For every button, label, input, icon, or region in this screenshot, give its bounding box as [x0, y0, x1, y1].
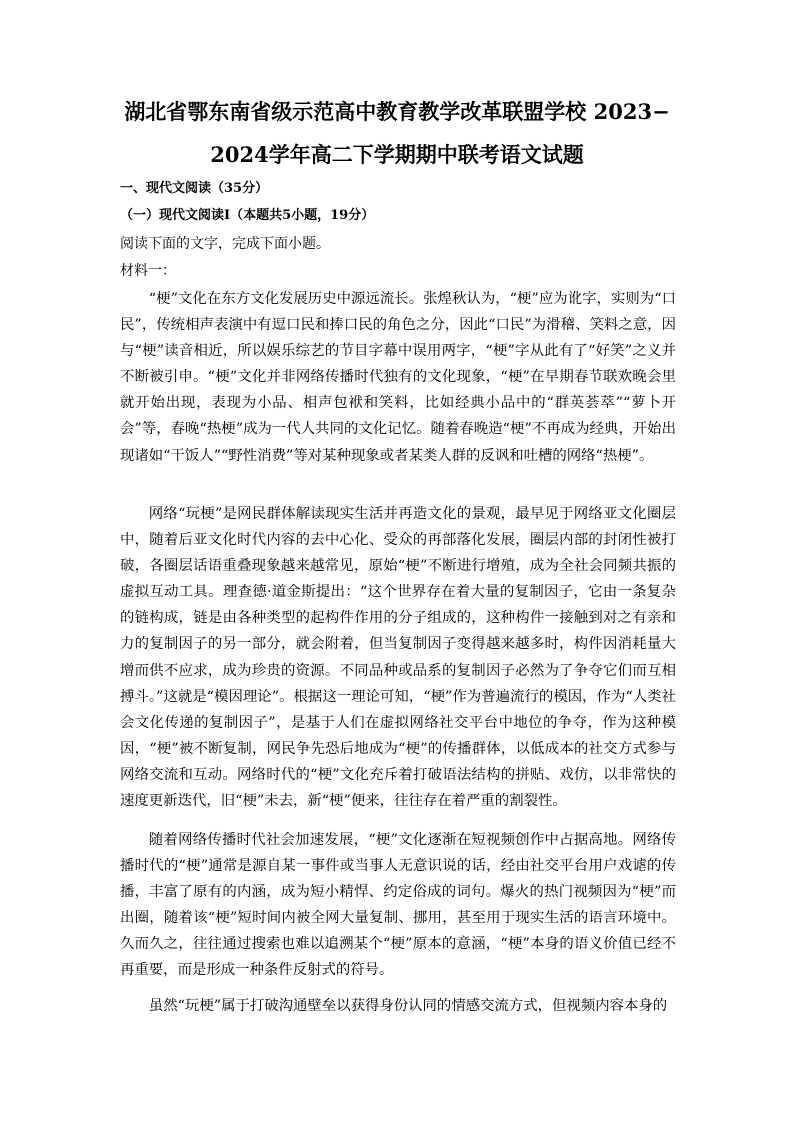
- material-paragraph: 虽然“玩梗”属于打破沟通壁垒以获得身份认同的情感交流方式，但视频内容本身的: [148, 998, 668, 1014]
- material-paragraph: 网络“玩梗”是网民群体解读现实生活并再造文化的景观，最早见于网络亚文化圈层中，随着后亚文化时代内容的去中心化、受众的再部落化发展，圈层内部的封闭性被打破，各圈层话语重叠现象越来越常见，原始“梗”不断进行增殖，成为全社会同频共振的虚拟互动工具。理查德·道金斯提出：“这个世界存在着大量的复制因子，它由一条复杂的链构成，链是由各种类型的起构件作用的分子组成的，这种构件一接触到对之有亲和力的复制因子的另一部分，就会附着，但当复制因子变得越来越多时，构件因消耗量大增而供不应求，成为珍贵的资源。不同品种或品系的复制因子必然为了争夺它们而互相搏斗。”这就是“模因理论”。根据这一理论可知，“梗”作为普遍流行的模因，作为“人类社会文化传递的复制因子”，是基于人们在虚拟网络社交平台中地位的争夺，作为这种模因，“梗”被不断复制，网民争先恐后地成为“梗”的传播群体，以低成本的社交方式参与网络交流和互动。网络时代的“梗”文化充斥着打破语法结构的拼贴、戏仿，以非常快的速度更新迭代，旧“梗”未去，新“梗”便来，往往存在着严重的割裂性。: [120, 506, 676, 810]
- exam-title-line-2: 2024学年高二下学期期中联考语文试题: [210, 142, 584, 167]
- material-label: 材料一：: [120, 263, 176, 279]
- material-paragraph: 随着网络传播时代社会加速发展，“梗”文化逐渐在短视频创作中占据高地。网络传播时代的“梗”通常是源自某一事件或当事人无意识说的话，经由社交平台用户戏谑的传播，丰富了原有的内涵，成为短小精悍、约定俗成的词句。爆火的热门视频因为“梗”而出圈，随着该“梗”短时间内被全网大量复制、挪用，甚至用于现实生活的语言环境中。久而久之，往往通过搜索也难以追溯某个“梗”原本的意涵，“梗”本身的语义价值已经不再重要，而是形成一种条件反射式的符号。: [120, 832, 676, 979]
- section-heading: 一、现代文阅读（35分）: [120, 181, 269, 196]
- subsection-heading: （一）现代文阅读Ⅰ（本题共5小题，19分）: [120, 208, 375, 223]
- reading-instruction: 阅读下面的文字，完成下面小题。: [120, 236, 330, 252]
- material-paragraph: “梗”文化在东方文化发展历史中源远流长。张煌秋认为，“梗”应为讹字，实则为“口民”，传统相声表演中有逗口民和捧口民的角色之分，因此“口民”为滑稽、笑料之意，因与“梗”读音相近，所以娱乐综艺的节目字幕中误用两字，“梗”字从此有了“好笑”之义并不断被引申。“梗”文化并非网络传播时代独有的文化现象，“梗”在早期春节联欢晚会里就开始出现，表现为小品、相声包袱和笑料，比如经典小品中的“群英荟萃”“萝卜开会”等，春晚“热梗”成为一代人共同的文化记忆。随着春晚造“梗”不再成为经典，开始出现诸如“干饭人”“野性消费”等对某种现象或者某类人群的反讽和吐槽的网络“热梗”。: [120, 291, 676, 464]
- exam-title-line-1: 湖北省鄂东南省级示范高中教育教学改革联盟学校 2023−: [124, 99, 670, 124]
